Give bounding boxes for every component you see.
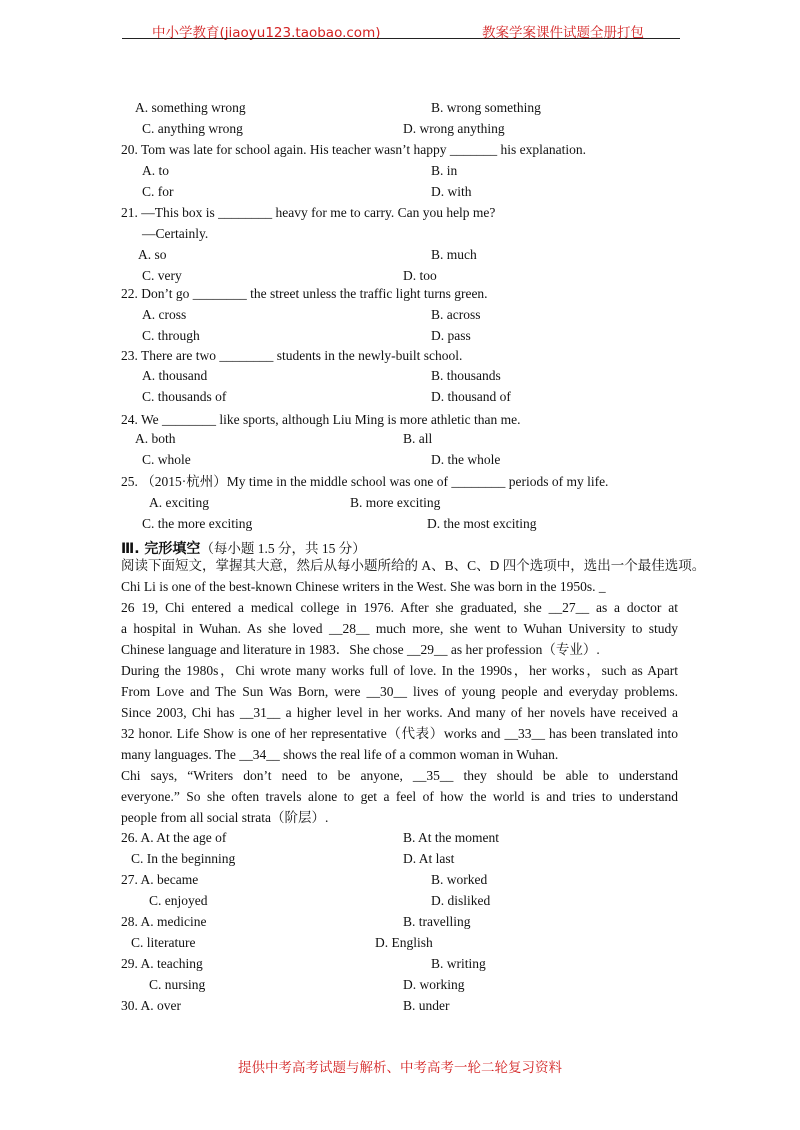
section-title: Ⅲ. 完形填空: [121, 541, 201, 557]
option-b: B. wrong something: [431, 100, 541, 115]
option-c: C. through: [142, 328, 200, 343]
passage-line: Since 2003, Chi has __31__ a higher level in her works. And many of her novels have received a: [121, 705, 678, 720]
question-stem: 24. We ________ like sports, although Liu Ming is more athletic than me.: [121, 412, 521, 427]
passage-line: Chi Li is one of the best-known Chinese writers in the West. She was born in the 1950s. _: [121, 579, 606, 594]
option-b: B. worked: [431, 872, 488, 887]
header-divider: [122, 38, 680, 39]
option-a: 27. A. became: [121, 872, 199, 887]
option-c: C. enjoyed: [149, 893, 208, 908]
passage-line: 32 honor. Life Show is one of her representative（代表）works and __33__ has been translated into: [121, 726, 678, 741]
passage-line: many languages. The __34__ shows the real life of a common woman in Wuhan.: [121, 747, 559, 762]
section-instruction: 阅读下面短文，掌握其大意，然后从每小题所给的 A、B、C、D 四个选项中，选出一个最佳选项。: [121, 558, 706, 573]
passage-line: From Love and The Sun Was Born, were __30__ lives of young people and everyday problems.: [121, 684, 678, 699]
option-b: B. travelling: [403, 914, 471, 929]
passage-line: During the 1980s，Chi wrote many works full of love. In the 1990s，her works，such as Apart: [121, 663, 678, 678]
passage-line: people from all social strata（阶层）.: [121, 810, 329, 825]
option-d: D. pass: [431, 328, 471, 343]
option-b: B. across: [431, 307, 481, 322]
question-stem-reply: —Certainly.: [142, 226, 209, 241]
option-d: D. wrong anything: [403, 121, 505, 136]
passage-line: 26 19, Chi entered a medical college in 1976. After she graduated, she __27__ as a doctor at: [121, 600, 678, 615]
option-b: B. in: [431, 163, 458, 178]
option-c: C. whole: [142, 452, 191, 467]
question-stem: 20. Tom was late for school again. His teacher wasn’t happy _______ his explanation.: [121, 142, 586, 157]
footer-text: 提供中考高考试题与解析、中考高考一轮二轮复习资料: [238, 1060, 562, 1076]
option-c: C. for: [142, 184, 174, 199]
option-a: 29. A. teaching: [121, 956, 203, 971]
option-c: C. nursing: [149, 977, 206, 992]
option-a: 28. A. medicine: [121, 914, 207, 929]
option-a: 30. A. over: [121, 998, 181, 1013]
question-stem: 21. —This box is ________ heavy for me to carry. Can you help me?: [121, 205, 496, 220]
option-d: D. the most exciting: [427, 516, 537, 531]
passage-line: everyone.” So she often travels alone to get a feel of how the world is and tries to understand: [121, 789, 678, 804]
header-right-text: 教案学案课件试题全册打包: [482, 25, 644, 41]
option-a: A. something wrong: [135, 100, 246, 115]
option-d: D. thousand of: [431, 389, 511, 404]
option-a: 26. A. At the age of: [121, 830, 227, 845]
section-points: （每小题 1.5 分，共 15 分）: [200, 541, 366, 556]
option-b: B. more exciting: [350, 495, 441, 510]
option-d: D. English: [375, 935, 433, 950]
passage-line: Chinese language and literature in 1983．She chose __29__ as her profession（专业）.: [121, 642, 600, 657]
option-c: C. thousands of: [142, 389, 227, 404]
option-a: A. thousand: [142, 368, 208, 383]
option-c: C. In the beginning: [131, 851, 236, 866]
question-stem: 23. There are two ________ students in the newly-built school.: [121, 348, 463, 363]
option-c: C. the more exciting: [142, 516, 253, 531]
question-stem: 25. （2015·杭州）My time in the middle school was one of ________ periods of my life.: [121, 474, 609, 489]
option-c: C. anything wrong: [142, 121, 243, 136]
section-heading: [121, 537, 366, 558]
question-stem: 22. Don’t go ________ the street unless the traffic light turns green.: [121, 286, 488, 301]
option-d: D. At last: [403, 851, 455, 866]
passage-line: Chi says, “Writers don’t need to be anyone, __35__ they should be able to understand: [121, 768, 678, 783]
header-left-text: 中小学教育(jiaoyu123.taobao.com): [152, 25, 381, 41]
option-d: D. too: [403, 268, 437, 283]
option-a: A. exciting: [149, 495, 209, 510]
option-b: B. At the moment: [403, 830, 499, 845]
option-d: D. working: [403, 977, 465, 992]
option-b: B. much: [431, 247, 477, 262]
option-a: A. cross: [142, 307, 187, 322]
option-b: B. all: [403, 431, 433, 446]
option-c: C. very: [142, 268, 182, 283]
option-a: A. both: [135, 431, 176, 446]
passage-line: a hospital in Wuhan. As she loved __28__ much more, she went to Wuhan University to study: [121, 621, 678, 636]
option-a: A. so: [138, 247, 167, 262]
option-d: D. the whole: [431, 452, 501, 467]
option-a: A. to: [142, 163, 169, 178]
option-d: D. with: [431, 184, 472, 199]
option-b: B. under: [403, 998, 450, 1013]
option-b: B. thousands: [431, 368, 501, 383]
option-d: D. disliked: [431, 893, 491, 908]
option-b: B. writing: [431, 956, 486, 971]
option-c: C. literature: [131, 935, 196, 950]
